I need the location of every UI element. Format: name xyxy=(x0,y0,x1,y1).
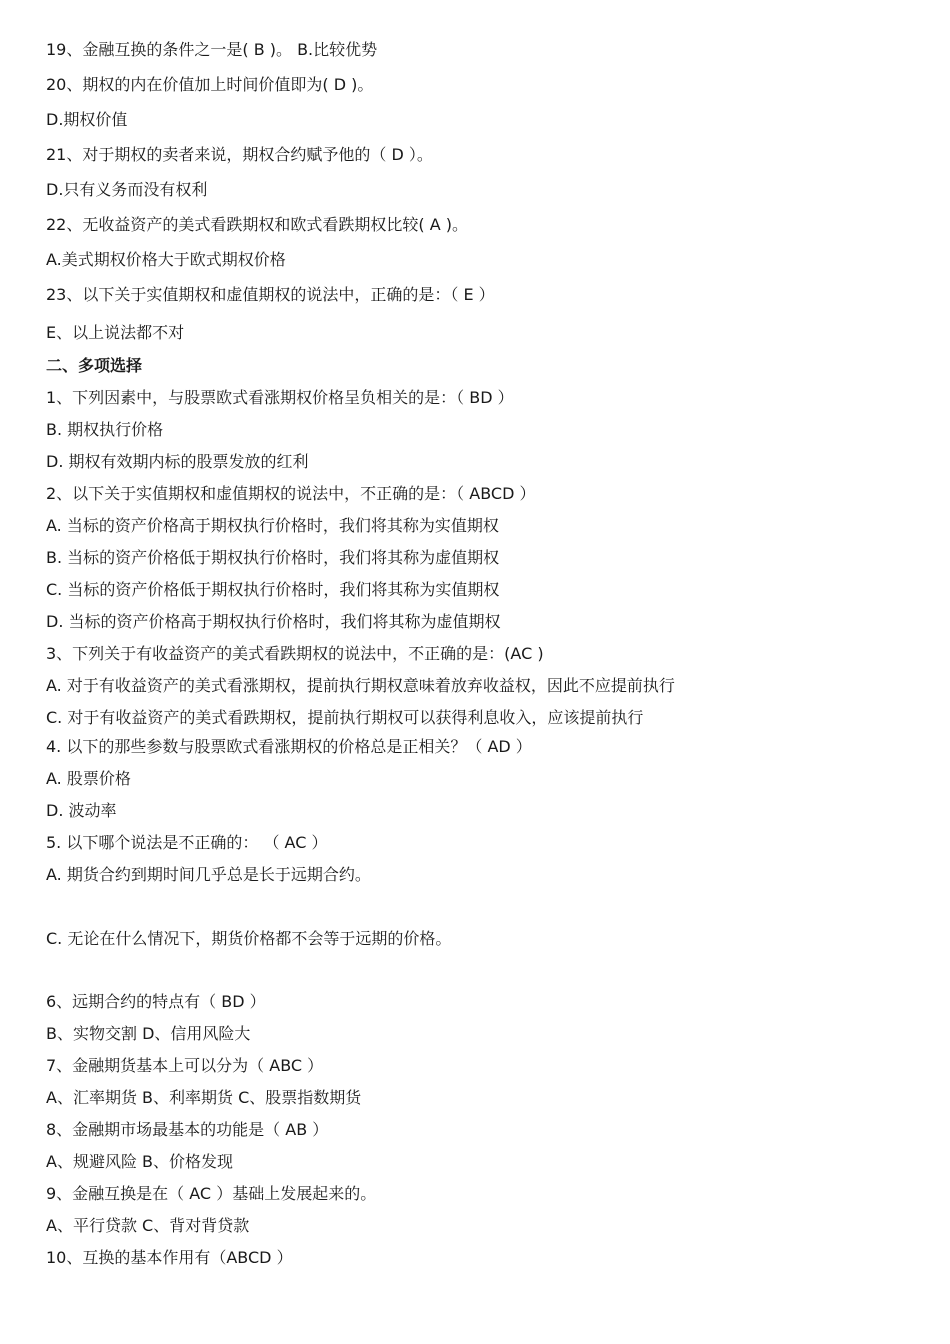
mc3-line: 3、下列关于有收益资产的美式看跌期权的说法中，不正确的是：(AC ) xyxy=(46,644,544,663)
mc9-options: A、平行贷款 C、背对背贷款 xyxy=(46,1216,250,1235)
mc6-line: 6、远期合约的特点有（ BD ） xyxy=(46,992,266,1011)
mc3-option-c: C. 对于有收益资产的美式看跌期权，提前执行期权可以获得利息收入，应该提前执行 xyxy=(46,708,644,727)
mc6-options: B、实物交割 D、信用风险大 xyxy=(46,1024,251,1043)
mc1-option-b: B. 期权执行价格 xyxy=(46,420,164,439)
q20-line: 20、期权的内在价值加上时间价值即为( D )。 xyxy=(46,75,374,94)
mc4-line: 4. 以下的那些参数与股票欧式看涨期权的价格总是正相关？（ AD ） xyxy=(46,737,532,756)
q22-answer-a: A.美式期权价格大于欧式期权价格 xyxy=(46,250,286,269)
mc1-line: 1、下列因素中，与股票欧式看涨期权价格呈负相关的是：（ BD ） xyxy=(46,388,514,407)
mc2-option-d: D. 当标的资产价格高于期权执行价格时，我们将其称为虚值期权 xyxy=(46,612,501,631)
mc4-option-d: D. 波动率 xyxy=(46,801,117,820)
mc8-options: A、规避风险 B、价格发现 xyxy=(46,1152,234,1171)
mc1-option-d: D. 期权有效期内标的股票发放的红利 xyxy=(46,452,309,471)
mc7-line: 7、金融期货基本上可以分为（ ABC ） xyxy=(46,1056,324,1075)
mc2-option-b: B. 当标的资产价格低于期权执行价格时，我们将其称为虚值期权 xyxy=(46,548,500,567)
q20-answer-d: D.期权价值 xyxy=(46,110,128,129)
mc5-line: 5. 以下哪个说法是不正确的： （ AC ） xyxy=(46,833,328,852)
q19-line: 19、金融互换的条件之一是( B )。 B.比较优势 xyxy=(46,40,378,59)
mc4-option-a: A. 股票价格 xyxy=(46,769,131,788)
q22-line: 22、无收益资产的美式看跌期权和欧式看跌期权比较( A )。 xyxy=(46,215,468,234)
mc10-line: 10、互换的基本作用有（ABCD ） xyxy=(46,1248,293,1267)
mc5-option-c: C. 无论在什么情况下，期货价格都不会等于远期的价格。 xyxy=(46,929,452,948)
mc2-option-c: C. 当标的资产价格低于期权执行价格时，我们将其称为实值期权 xyxy=(46,580,500,599)
q21-answer-d: D.只有义务而没有权利 xyxy=(46,180,208,199)
mc2-line: 2、以下关于实值期权和虚值期权的说法中，不正确的是：（ ABCD ） xyxy=(46,484,536,503)
section-heading-multiple-choice: 二、多项选择 xyxy=(46,356,143,375)
q21-line: 21、对于期权的卖者来说，期权合约赋予他的（ D ）。 xyxy=(46,145,433,164)
mc2-option-a: A. 当标的资产价格高于期权执行价格时，我们将其称为实值期权 xyxy=(46,516,499,535)
mc8-line: 8、金融期市场最基本的功能是（ AB ） xyxy=(46,1120,329,1139)
q23-line: 23、以下关于实值期权和虚值期权的说法中，正确的是：（ E ） xyxy=(46,285,495,304)
mc9-line: 9、金融互换是在（ AC ）基础上发展起来的。 xyxy=(46,1184,377,1203)
q23-answer-e: E、以上说法都不对 xyxy=(46,323,185,342)
mc7-options: A、汇率期货 B、利率期货 C、股票指数期货 xyxy=(46,1088,362,1107)
mc3-option-a: A. 对于有收益资产的美式看涨期权，提前执行期权意味着放弃收益权，因此不应提前执行 xyxy=(46,676,675,695)
mc5-option-a: A. 期货合约到期时间几乎总是长于远期合约。 xyxy=(46,865,371,884)
